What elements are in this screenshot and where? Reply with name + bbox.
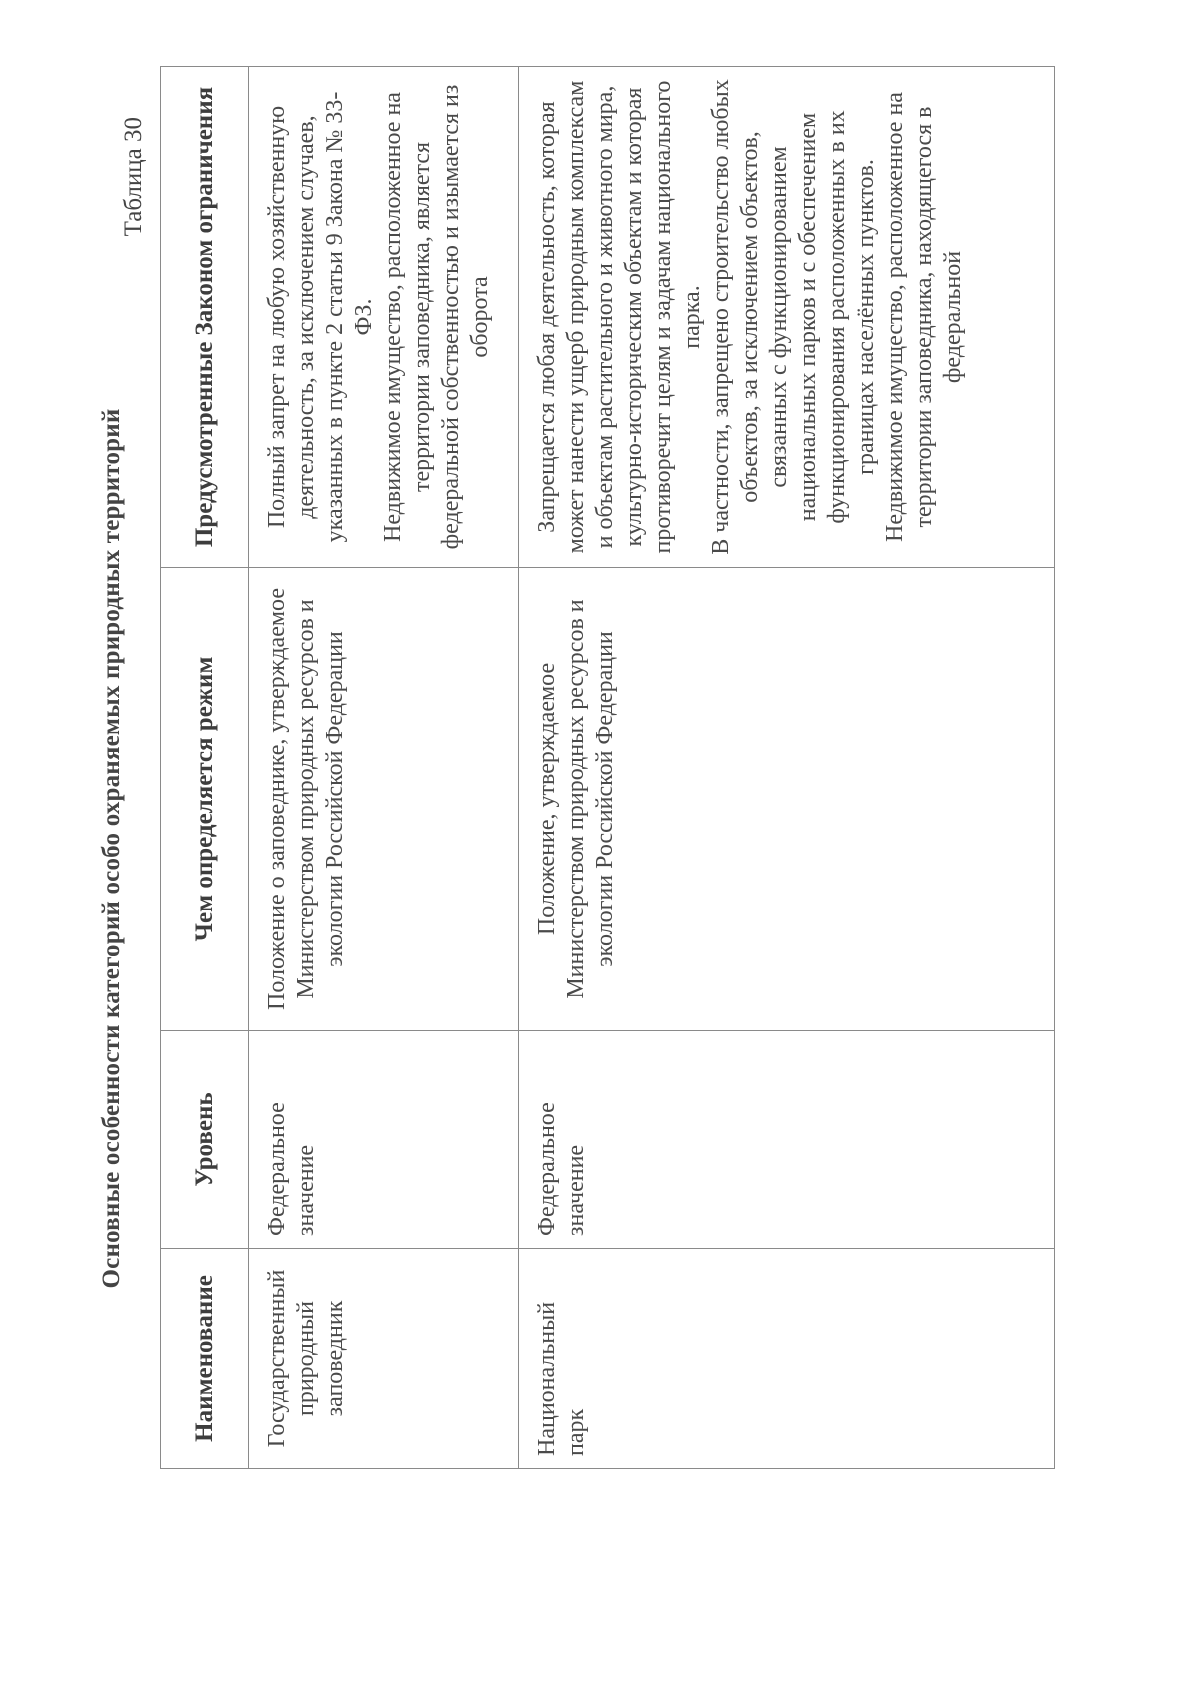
restriction-paragraph: Полный запрет на любую хозяйственную деятельность, за исключением случаев, указанных в пункте 2 статьи 9 Закона № 33-ФЗ. [264,91,377,543]
restriction-paragraph: В частности, запрещено строительство любых объектов, за исключением объектов, связанных с функционированием национальных парков и с обеспечением функционирования расположенных в их границах населённых пунктов. [708,79,879,555]
cell-restrictions [249,67,519,568]
categories-table [160,66,1055,1469]
page-title: Основные особенности категорий особо охраняемых природных территорий [98,408,125,1289]
cell-level: Федеральное значение [519,1031,1055,1249]
restriction-paragraph: Недвижимое имущество, расположенное на территории заповедника, находящегося в федеральной [882,92,966,542]
restriction-paragraph: Недвижимое имущество, расположенное на территории заповедника, является федеральной собственностью и изымается из оборота [380,84,493,550]
restriction-paragraph: Запрещается любая деятельность, которая может нанести ущерб природным комплексам и объектам растительного и животного мира, культурно-историческим объектам и которая противоречит целям и задачам национального парка. [534,80,705,554]
cell-name: Национальный парк [519,1249,1055,1469]
cell-regime: Положение, утверждаемое Министерством природных ресурсов и экологии Российской Федерации [519,568,1055,1031]
cell-restrictions [519,67,1055,568]
header-restrictions: Предусмотренные Законом ограничения [161,67,249,568]
header-level: Уровень [161,1031,249,1249]
cell-name: Государственный природный заповедник [249,1249,519,1469]
table-row [249,67,519,1469]
table-row [519,67,1055,1469]
table-label: Таблица 30 [120,117,147,237]
table-header-row [161,67,249,1469]
header-name: Наименование [161,1249,249,1469]
cell-level: Федеральное значение [249,1031,519,1249]
header-regime: Чем определяется режим [161,568,249,1031]
cell-regime: Положение о заповеднике, утверждаемое Министерством природных ресурсов и экологии Российской Федерации [249,568,519,1031]
